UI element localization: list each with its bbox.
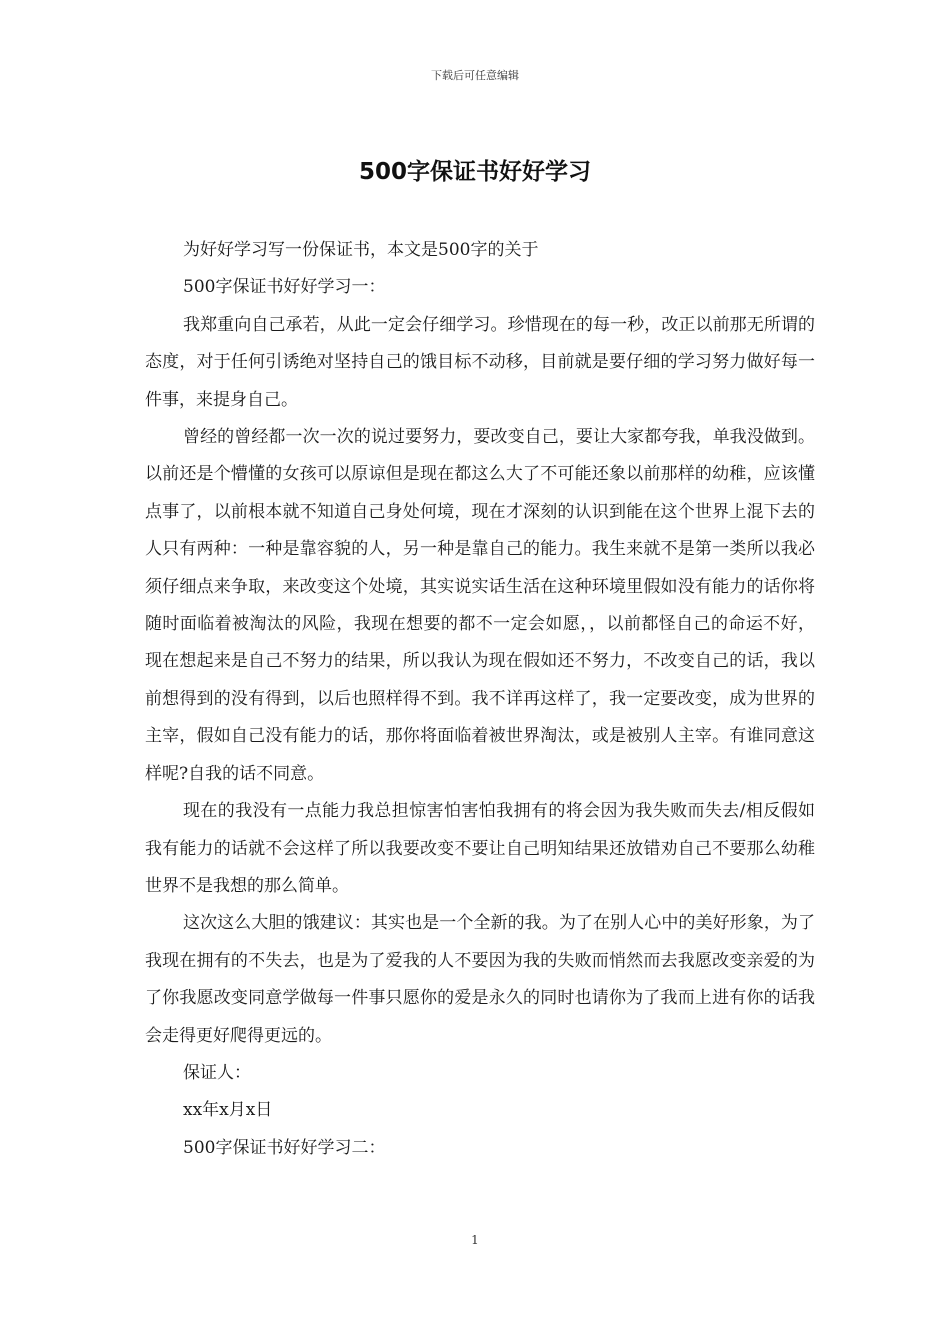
date-line: xx年x月x日 <box>183 1100 273 1121</box>
paragraph-intro: 为好好学习写一份保证书，本文是500字的关于 <box>183 240 539 260</box>
header-note: 下载后可任意编辑 <box>431 69 519 82</box>
page-number: 1 <box>471 1233 479 1247</box>
section-heading-two: 500字保证书好好学习二： <box>183 1137 386 1158</box>
paragraph: 现在的我没有一点能力我总担惊害怕害怕我拥有的将会因为我失败而失去/相反假如我有能力的话就不会这样了所以我要改变不要让自己明知结果还放错劝自己不要那么幼稚世界不是我想的那么简单。 <box>145 801 815 896</box>
paragraph: 我郑重向自己承若，从此一定会仔细学习。珍惜现在的每一秒，改正以前那无所谓的态度，对于任何引诱绝对坚持自己的饿目标不动移，目前就是要仔细的学习努力做好每一件事，来提身自己。 <box>145 314 815 410</box>
document-body <box>145 232 815 1167</box>
document-title: 500字保证书好好学习 <box>358 159 591 185</box>
signature-label: 保证人： <box>183 1062 251 1083</box>
section-heading-one: 500字保证书好好学习一： <box>183 277 386 298</box>
paragraph: 曾经的曾经都一次一次的说过要努力，要改变自己，要让大家都夸我，单我没做到。以前还是个懵懂的女孩可以原谅但是现在都这么大了不可能还象以前那样的幼稚，应该懂点事了，以前根本就不知道自己身处何境，现在才深刻的认识到能在这个世界上混下去的人只有两种：一种是靠容貌的人，另一种是靠自己的能力。我生来就不是第一类所以我必须仔细点来争取，来改变这个处境，其实说实话生活在这种环境里假如没有能力的话你将随时面临着被淘汰的风险，我现在想要的都不一定会如愿，，以前都怪自己的命运不好，现在想起来是自己不努力的结果，所以我认为现在假如还不努力，不改变自己的话，我以前想得到的没有得到，以后也照样得不到。我不详再这样了，我一定要改变，成为世界的主宰，假如自己没有能力的话，那你将面临着被世界淘汰，或是被别人主宰。有谁同意这样呢?自我的话不同意。 <box>145 427 815 784</box>
paragraph: 这次这么大胆的饿建议：其实也是一个全新的我。为了在别人心中的美好形象，为了我现在拥有的不失去，也是为了爱我的人不要因为我的失败而悄然而去我愿改变亲爱的为了你我愿改变同意学做每一件事只愿你的爱是永久的同时也请你为了我而上进有你的话我会走得更好爬得更远的。 <box>145 913 815 1046</box>
